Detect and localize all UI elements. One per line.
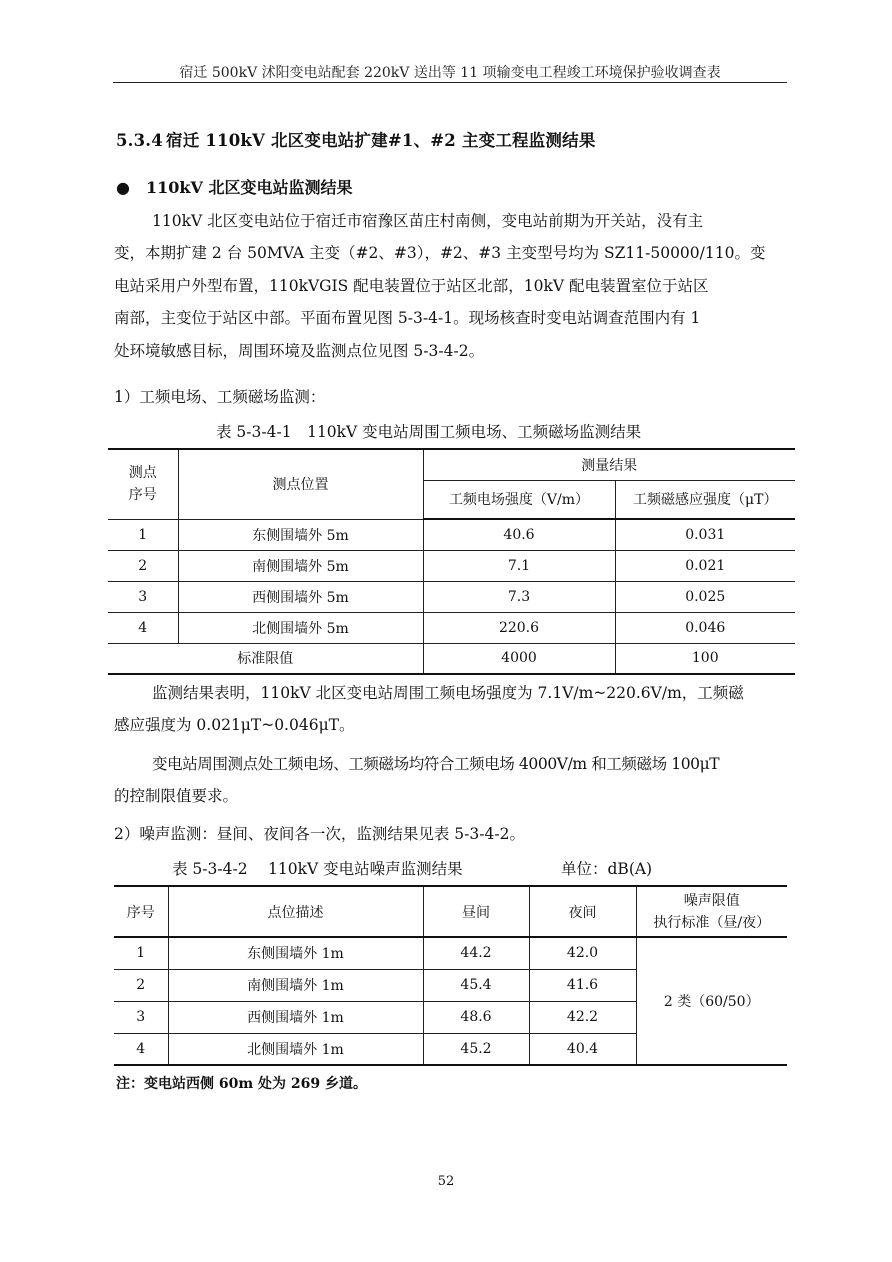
cell-night: 40.4 xyxy=(529,1033,636,1065)
cell-limit-magnetic: 100 xyxy=(615,643,795,674)
header-electric-field: 工频电场强度（V/m） xyxy=(423,480,615,519)
paragraph-line: 电站采用户外型布置，110kVGIS 配电装置位于站区北部，10kV 配电装置室位于站区 xyxy=(114,276,709,295)
cell-description: 东侧围墙外 1m xyxy=(168,937,423,969)
section-heading xyxy=(116,127,596,151)
cell-index: 3 xyxy=(114,1001,168,1033)
cell-description: 北侧围墙外 1m xyxy=(168,1033,423,1065)
paragraph-line: 监测结果表明，110kV 北区变电站周围工频电场强度为 7.1V/m~220.6V/m，工频磁 xyxy=(152,684,744,702)
paragraph-line: 变，本期扩建 2 台 50MVA 主变（#2、#3），#2、#3 主变型号均为 SZ11-50000/110。变 xyxy=(114,244,766,263)
cell-description: 南侧围墙外 1m xyxy=(168,969,423,1001)
cell-magnetic: 0.025 xyxy=(615,581,795,612)
cell-electric: 220.6 xyxy=(423,612,615,643)
table-caption: 表 5-3-4-2 110kV 变电站噪声监测结果 xyxy=(172,860,463,878)
cell-index: 2 xyxy=(108,550,178,581)
table-row xyxy=(108,612,795,643)
cell-location: 南侧围墙外 5m xyxy=(178,550,423,581)
cell-index: 2 xyxy=(114,969,168,1001)
cell-index: 4 xyxy=(108,612,178,643)
page-number: 52 xyxy=(437,1174,455,1189)
cell-night: 42.0 xyxy=(529,937,636,969)
cell-day: 45.2 xyxy=(423,1033,529,1065)
cell-index: 3 xyxy=(108,581,178,612)
table-row xyxy=(114,937,787,969)
cell-index: 1 xyxy=(114,937,168,969)
cell-day: 45.4 xyxy=(423,969,529,1001)
cell-magnetic: 0.046 xyxy=(615,612,795,643)
header-index: 序号 xyxy=(114,886,168,937)
compliance-paragraph xyxy=(114,748,788,813)
table-row xyxy=(108,581,795,612)
running-header: 宿迁 500kV 沭阳变电站配套 220kV 送出等 11 项输变电工程竣工环境保护验收调查表 xyxy=(179,65,721,81)
cell-location: 西侧围墙外 5m xyxy=(178,581,423,612)
cell-day: 48.6 xyxy=(423,1001,529,1033)
header-location: 测点位置 xyxy=(178,449,423,519)
header-description: 点位描述 xyxy=(168,886,423,937)
cell-magnetic: 0.021 xyxy=(615,550,795,581)
bullet-icon: ● xyxy=(116,178,130,197)
table-row xyxy=(108,550,795,581)
cell-electric: 40.6 xyxy=(423,519,615,550)
item-label: 1）工频电场、工频磁场监测： xyxy=(114,388,326,406)
cell-location: 北侧围墙外 5m xyxy=(178,612,423,643)
table-row xyxy=(108,519,795,550)
paragraph-line: 感应强度为 0.021μT~0.046μT。 xyxy=(114,716,355,735)
subsection-title: 110kV 北区变电站监测结果 xyxy=(146,178,353,197)
cell-night: 41.6 xyxy=(529,969,636,1001)
header-result: 测量结果 xyxy=(423,449,795,480)
paragraph-line: 110kV 北区变电站位于宿迁市宿豫区苗庄村南侧，变电站前期为开关站，没有主 xyxy=(152,212,704,230)
cell-electric: 7.3 xyxy=(423,581,615,612)
cell-index: 4 xyxy=(114,1033,168,1065)
paragraph-line: 变电站周围测点处工频电场、工频磁场均符合工频电场 4000V/m 和工频磁场 100μT xyxy=(152,755,720,773)
paragraph-line: 处环境敏感目标，周围环境及监测点位见图 5-3-4-2。 xyxy=(114,341,485,360)
cell-noise-limit: 2 类（60/50） xyxy=(636,937,787,1065)
header-noise-limit: 噪声限值 执行标准（昼/夜） xyxy=(636,886,787,937)
table-note: 注：变电站西侧 60m 处为 269 乡道。 xyxy=(116,1076,368,1092)
cell-limit-label: 标准限值 xyxy=(108,643,423,674)
cell-magnetic: 0.031 xyxy=(615,519,795,550)
cell-day: 44.2 xyxy=(423,937,529,969)
cell-location: 东侧围墙外 5m xyxy=(178,519,423,550)
header-day: 昼间 xyxy=(423,886,529,937)
table-caption: 表 5-3-4-1 110kV 变电站周围工频电场、工频磁场监测结果 xyxy=(216,423,642,441)
header-index: 测点 序号 xyxy=(108,449,178,519)
header-night: 夜间 xyxy=(529,886,636,937)
cell-index: 1 xyxy=(108,519,178,550)
cell-description: 西侧围墙外 1m xyxy=(168,1001,423,1033)
item-label: 2）噪声监测：昼间、夜间各一次，监测结果见表 5-3-4-2。 xyxy=(114,825,525,843)
table-unit: 单位：dB(A) xyxy=(561,860,653,878)
result-paragraph xyxy=(114,677,788,742)
section-number: 5.3.4 xyxy=(116,131,163,150)
cell-night: 42.2 xyxy=(529,1001,636,1033)
limit-row xyxy=(108,643,795,674)
paragraph-line: 南部，主变位于站区中部。平面布置见图 5-3-4-1。现场核查时变电站调查范围内有 1 xyxy=(114,309,701,328)
header-rule xyxy=(113,82,787,83)
intro-paragraph xyxy=(114,205,788,367)
noise-monitoring-table xyxy=(114,885,787,1066)
section-title: 宿迁 110kV 北区变电站扩建#1、#2 主变工程监测结果 xyxy=(166,131,596,150)
cell-electric: 7.1 xyxy=(423,550,615,581)
subsection-heading xyxy=(116,175,352,198)
field-monitoring-table xyxy=(108,448,795,675)
paragraph-line: 的控制限值要求。 xyxy=(114,787,239,806)
cell-limit-electric: 4000 xyxy=(423,643,615,674)
header-magnetic-field: 工频磁感应强度（μT） xyxy=(615,480,795,519)
